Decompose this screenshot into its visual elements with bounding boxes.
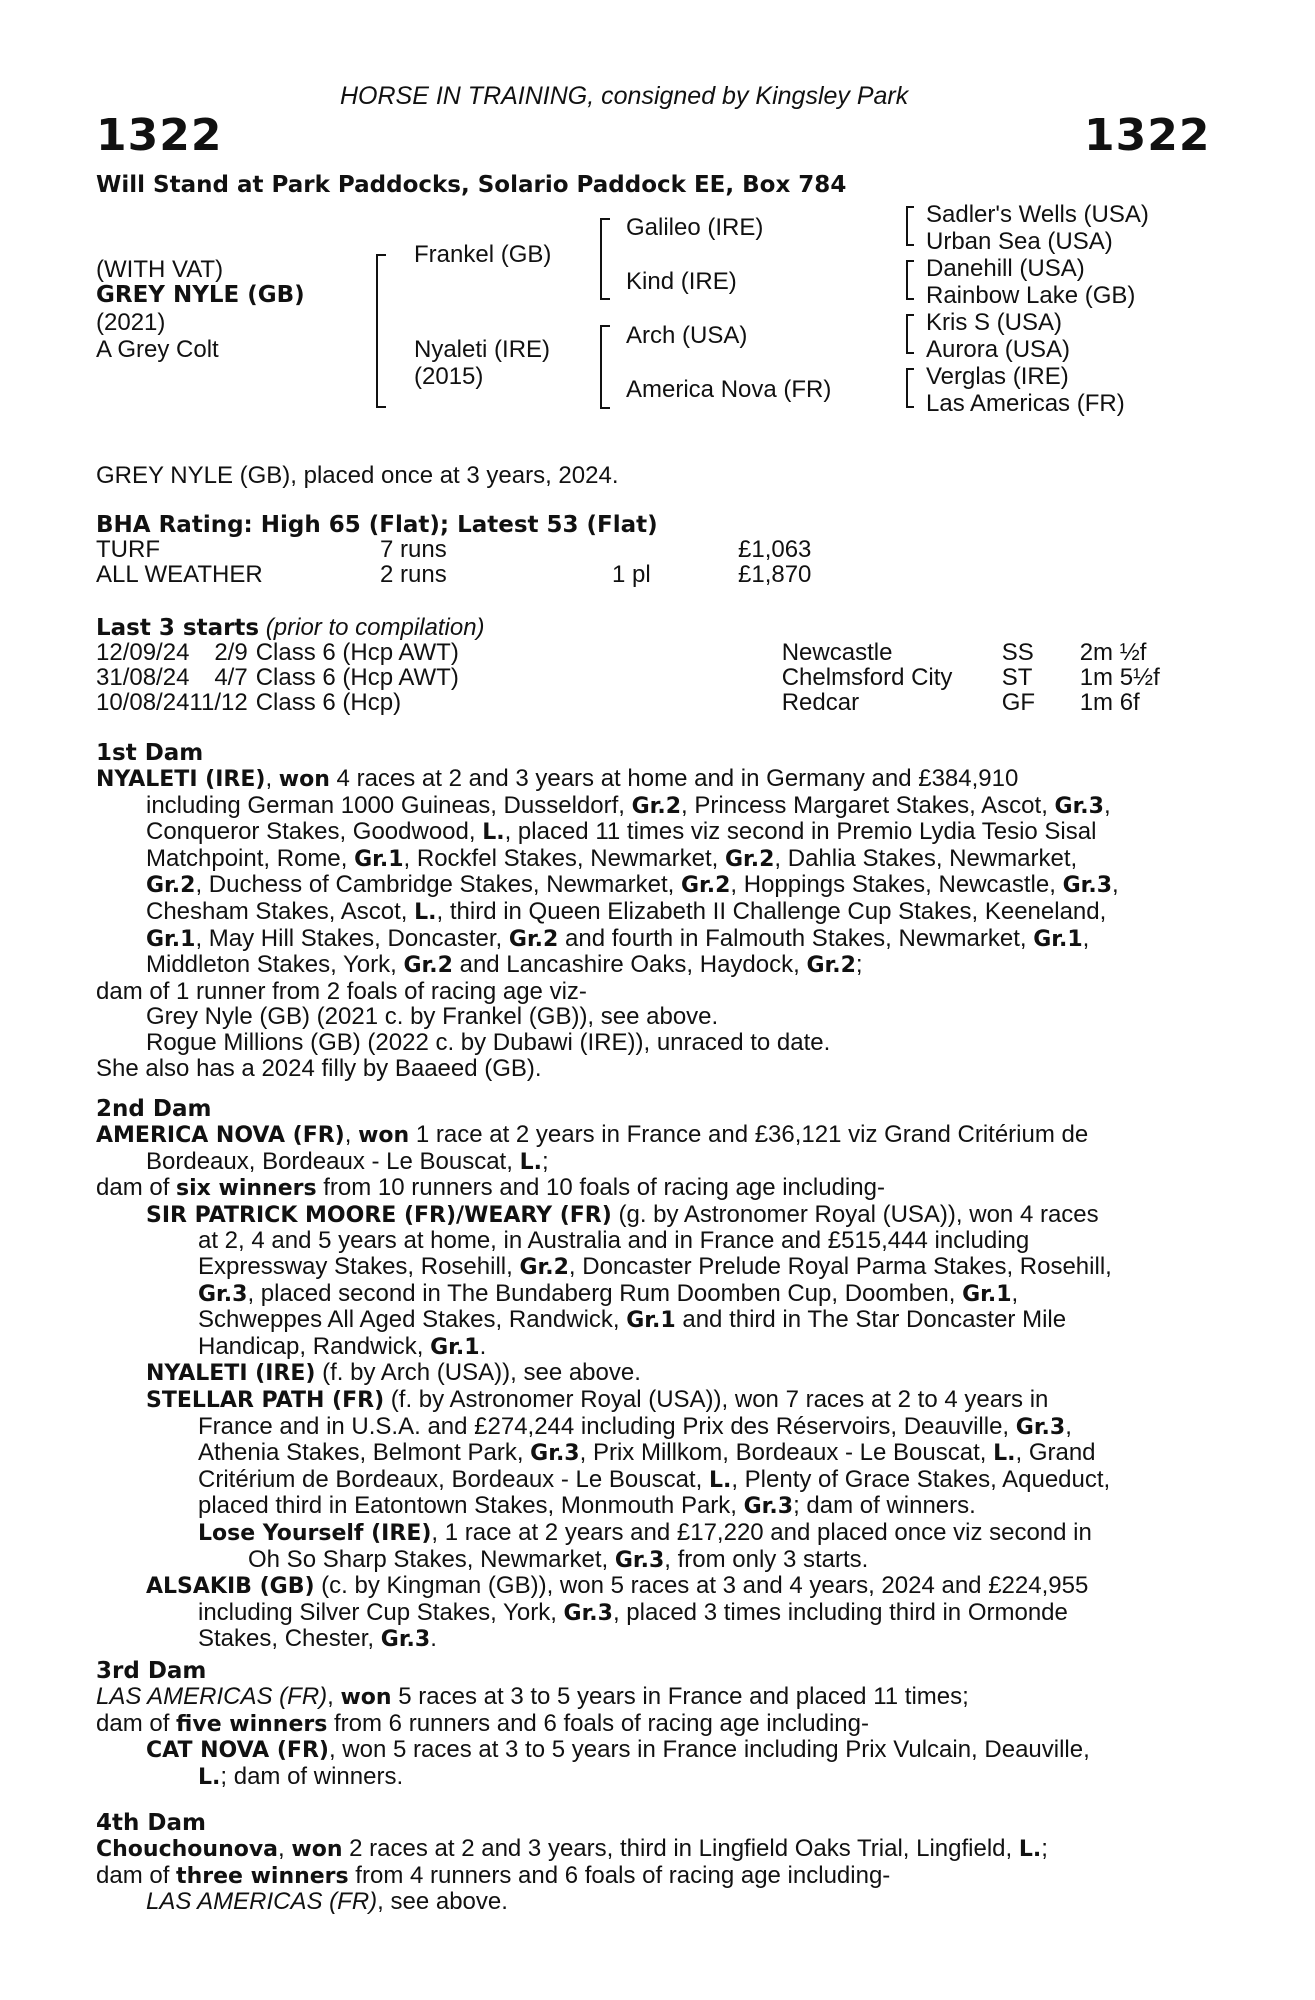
dam-name: LAS AMERICAS (FR) [96, 1683, 328, 1710]
grade: Gr.2 [519, 1254, 569, 1280]
earnings: £1,870 [738, 561, 812, 588]
text: and fourth in Falmouth Stakes, Newmarket, [558, 924, 1034, 952]
sire-sire: Galileo (IRE) [626, 214, 764, 241]
dam-year: (2015) [414, 363, 484, 390]
lot-number-left: 1322 [96, 110, 223, 161]
progeny-name: LAS AMERICAS (FR) [146, 1888, 378, 1916]
sire-dam: Kind (IRE) [626, 268, 737, 295]
position: 11/12 [189, 689, 248, 716]
grade: Gr.2 [146, 873, 196, 899]
sire-dam-sire: Danehill (USA) [926, 255, 1085, 282]
dam-name: AMERICA NOVA (FR) [96, 1123, 345, 1148]
third-dam-heading: 3rd Dam [96, 1658, 207, 1684]
text: , from only 3 starts. [664, 1545, 869, 1573]
horse-year: (2021) [96, 309, 166, 336]
text: She also has a 2024 filly by Baaeed (GB). [96, 1054, 542, 1082]
text: Matchpoint, Rome, [146, 844, 355, 872]
text: at 2, 4 and 5 years at home, in Australia and in France and £515,444 including [198, 1227, 1030, 1255]
fourth-dam-heading: 4th Dam [96, 1810, 206, 1836]
table-row [96, 665, 1160, 690]
second-dam-heading: 2nd Dam [96, 1096, 212, 1122]
text: , 1 race at 2 years and £17,220 and placed once viz second in [431, 1518, 1092, 1546]
table-row [96, 690, 1160, 715]
grade: L. [708, 1467, 732, 1493]
progeny-name: STELLAR PATH (FR) [146, 1387, 385, 1413]
runs: 2 runs [380, 561, 447, 588]
won-label: won [278, 767, 330, 792]
text: dam of 1 runner from 2 foals of racing age viz- [96, 977, 587, 1005]
grade: Gr.3 [614, 1547, 665, 1573]
distance: 1m 6f [1079, 689, 1140, 716]
last-starts-title: Last 3 starts [96, 615, 260, 641]
text: 2 races at 2 and 3 years, third in Lingfield Oaks Trial, Lingfield, [342, 1835, 1019, 1862]
grade: Gr.2 [680, 873, 731, 899]
text: , Plenty of Grace Stakes, Aqueduct, [731, 1465, 1111, 1493]
pedigree-brace-main [376, 254, 386, 408]
text: from 6 runners and 6 foals of racing age including- [327, 1709, 869, 1737]
last-starts-note: (prior to compilation) [265, 614, 485, 641]
text: , placed 3 times including third in Ormonde [612, 1598, 1068, 1626]
course: Chelmsford City [781, 664, 953, 691]
grade: Gr.2 [403, 953, 453, 979]
sire-sire-sire: Sadler's Wells (USA) [926, 201, 1149, 228]
text: (f. by Astronomer Royal (USA)), won 7 races at 2 to 4 years in [384, 1385, 1049, 1413]
distance: 2m ½f [1079, 639, 1147, 666]
sire-sire-dam: Urban Sea (USA) [926, 228, 1113, 255]
grade: Gr.3 [1062, 873, 1112, 899]
text: (g. by Astronomer Royal (USA)), won 4 races [611, 1200, 1099, 1228]
brace-g3 [906, 314, 914, 354]
dam-name: Chouchounova [96, 1837, 279, 1862]
table-row [96, 537, 811, 562]
text: Stakes, Chester, [198, 1625, 381, 1653]
grade: Gr.2 [508, 926, 559, 952]
second-dam-record: AMERICA NOVA (FR), won 1 race at 2 years in France and £36,121 viz Grand Critérium de Bordeaux, Bordeaux - Le Bouscat, L.; dam of six winners from 10 runners and 10 foals of racing age including- SIR PATRICK MOORE (FR)/WEARY (FR) (g. by Astronomer Royal (USA)), won 4 races at 2, 4 and 5 years at home, in Australia and in France and £515,444 including Expressway Stakes, Rosehill, Gr.2, Doncaster Prelude Royal Parma Stakes, Rosehill, Gr.3, placed second in The Bundaberg Rum Doomben Cup, Doomben, Gr.1, Schweppes All Aged Stakes, Randwick, Gr.1 and third in The Star Doncaster Mile Handicap, Randwick, Gr.1. NYALETI (IRE) (f. by Arch (USA)), see above. STELLAR PATH (FR) (f. by Astronomer Royal (USA)), won 7 races at 2 to 4 years in France and in U.S.A. and £274,244 including Prix des Réservoirs, Deauville, Gr.3, Athenia Stakes, Belmont Park, Gr.3, Prix Millkom, Bordeaux - Le Bouscat, L., Grand Critérium de Bordeaux, Bordeaux - Le Bouscat, L., Plenty of Grace Stakes, Aqueduct, placed third in Eatontown Stakes, Monmouth Park, Gr.3; dam of winners. Lose Yourself (IRE), 1 race at 2 years and £17,220 and placed once viz second in Oh So Sharp Stakes, Newmarket, Gr.3, from only 3 starts. ALSAKIB (GB) (c. by Kingman (GB)), won 5 races at 3 and 4 years, 2024 and £224,955 including Silver Cup Stakes, York, Gr.3, placed 3 times including third in Ormonde Stakes, Chester, Gr.3. [96, 1121, 1112, 1653]
vat-label: (WITH VAT) [96, 256, 224, 283]
grade: Gr.1 [1033, 926, 1083, 952]
winners-count: five winners [176, 1711, 328, 1737]
text: Bordeaux, Bordeaux - Le Bouscat, [146, 1147, 520, 1175]
text: Athenia Stakes, Belmont Park, [198, 1439, 531, 1467]
grade: Gr.3 [198, 1281, 248, 1307]
race-class: Class 6 (Hcp) [255, 689, 402, 716]
text: , Dahlia Stakes, Newmarket, [774, 844, 1078, 872]
runs: 7 runs [380, 536, 447, 563]
text: , placed 11 times viz second in Premio Lydia Tesio Sisal [504, 818, 1097, 846]
winners-count: six winners [176, 1176, 317, 1202]
text: 4 races at 2 and 3 years at home and in Germany and £384,910 [329, 765, 1019, 792]
text: 1 race at 2 years in France and £36,121 viz Grand Critérium de [409, 1121, 1089, 1148]
earnings: £1,063 [738, 536, 812, 563]
horse-description: A Grey Colt [96, 336, 219, 363]
text: dam of [96, 1174, 177, 1202]
dam-sire-sire: Kris S (USA) [926, 309, 1063, 336]
sire-dam-dam: Rainbow Lake (GB) [926, 282, 1136, 309]
dam-sire-dam: Aurora (USA) [926, 336, 1071, 363]
last-starts-heading [96, 616, 485, 640]
text: and third in The Star Doncaster Mile [675, 1306, 1067, 1334]
text: , placed second in The Bundaberg Rum Doomben Cup, Doomben, [247, 1279, 963, 1307]
distance: 1m 5½f [1079, 664, 1160, 691]
text: Conqueror Stakes, Goodwood, [146, 818, 483, 846]
grade: Gr.3 [743, 1494, 794, 1520]
grade: Gr.2 [724, 846, 775, 872]
text: and Lancashire Oaks, Haydock, [452, 951, 807, 979]
text: , see above. [377, 1888, 508, 1916]
third-dam-record: LAS AMERICAS (FR), won 5 races at 3 to 5 years in France and placed 11 times; dam of five winners from 6 runners and 6 foals of racing age including- CAT NOVA (FR), won 5 races at 3 to 5 years in France including Prix Vulcain, Deauville, L.; dam of winners. [96, 1683, 1090, 1790]
text: , third in Queen Elizabeth II Challenge Cup Stakes, Keeneland, [436, 897, 1107, 925]
brace-g1 [906, 206, 914, 246]
surface: ALL WEATHER [96, 561, 263, 588]
grade: L. [482, 820, 505, 846]
position: 2/9 [214, 639, 248, 666]
text: ; dam of winners. [793, 1492, 976, 1520]
text: ; dam of winners. [220, 1762, 404, 1790]
text: , won 5 races at 3 to 5 years in France including Prix Vulcain, Deauville, [328, 1736, 1090, 1764]
going: SS [1001, 639, 1034, 666]
text: (f. by Arch (USA)), see above. [315, 1359, 641, 1387]
surface: TURF [96, 536, 160, 563]
text: , Rockfel Stakes, Newmarket, [403, 844, 725, 872]
stabling-line: Will Stand at Park Paddocks, Solario Paddock EE, Box 784 [96, 172, 847, 198]
text: , Duchess of Cambridge Stakes, Newmarket, [195, 871, 681, 899]
grade: Gr.3 [563, 1600, 613, 1626]
race-class: Class 6 (Hcp AWT) [255, 664, 459, 691]
text: from 4 runners and 6 foals of racing age including- [348, 1861, 891, 1889]
fourth-dam-record: Chouchounova, won 2 races at 2 and 3 years, third in Lingfield Oaks Trial, Lingfield, L.; dam of three winners from 4 runners and 6 foals of racing age including- LAS AMERICAS (FR), see above. [96, 1835, 1048, 1916]
progeny-line: Rogue Millions (GB) (2022 c. by Dubawi (IRE)), unraced to date. [146, 1028, 831, 1056]
course: Redcar [781, 689, 860, 716]
winners-count: three winners [176, 1863, 349, 1889]
won-label: won [291, 1837, 343, 1862]
progeny-name: Lose Yourself (IRE) [198, 1520, 432, 1546]
grade: L. [1018, 1837, 1042, 1862]
table-row [96, 562, 811, 587]
grade: Gr.1 [146, 926, 196, 952]
placed: 1 pl [612, 561, 651, 588]
grade: L. [414, 899, 437, 925]
dam: Nyaleti (IRE) [414, 336, 551, 363]
grade: Gr.1 [962, 1281, 1012, 1307]
text: Critérium de Bordeaux, Bordeaux - Le Bouscat, [198, 1465, 709, 1493]
horse-name: GREY NYLE (GB) [96, 282, 305, 308]
won-label: won [358, 1123, 410, 1148]
text: , Princess Margaret Stakes, Ascot, [681, 791, 1055, 819]
grade: Gr.3 [530, 1441, 580, 1467]
sire: Frankel (GB) [414, 241, 552, 268]
dam-dam: America Nova (FR) [626, 376, 832, 403]
won-label: won [340, 1685, 392, 1710]
table-row [96, 640, 1160, 665]
grade: Gr.2 [806, 953, 856, 979]
grade: L. [519, 1149, 542, 1175]
summary-line: GREY NYLE (GB), placed once at 3 years, 2024. [96, 462, 619, 489]
dam-dam-dam: Las Americas (FR) [926, 390, 1125, 417]
text: , Hoppings Stakes, Newcastle, [730, 871, 1063, 899]
grade: L. [993, 1441, 1016, 1467]
text: including German 1000 Guineas, Dusseldorf, [146, 791, 632, 819]
going: ST [1001, 664, 1033, 691]
going: GF [1001, 689, 1036, 716]
pedigree-brace-dam [600, 325, 610, 409]
text: Handicap, Randwick, [198, 1332, 431, 1360]
text: dam of [96, 1861, 177, 1889]
lot-number-right: 1322 [1084, 110, 1211, 161]
last-starts-table [96, 640, 1160, 715]
text: including Silver Cup Stakes, York, [198, 1598, 564, 1626]
first-dam-heading: 1st Dam [96, 740, 204, 766]
text: , Prix Millkom, Bordeaux - Le Bouscat, [579, 1439, 994, 1467]
grade: Gr.3 [380, 1627, 431, 1653]
text: (c. by Kingman (GB)), won 5 races at 3 and 4 years, 2024 and £224,955 [314, 1572, 1089, 1600]
text: Middleton Stakes, York, [146, 951, 404, 979]
text: 5 races at 3 to 5 years in France and placed 11 times; [391, 1683, 969, 1710]
text: placed third in Eatontown Stakes, Monmouth Park, [198, 1492, 744, 1520]
pedigree-brace-sire [600, 218, 610, 300]
placed [612, 537, 738, 562]
race-class: Class 6 (Hcp AWT) [255, 639, 459, 666]
date: 12/09/24 [96, 639, 190, 666]
consignment-line: HORSE IN TRAINING, consigned by Kingsley Park [340, 82, 909, 110]
dam-name: NYALETI (IRE) [96, 767, 266, 792]
position: 4/7 [214, 664, 248, 691]
grade: Gr.1 [626, 1308, 676, 1334]
first-dam-record: NYALETI (IRE), won 4 races at 2 and 3 years at home and in Germany and £384,910 including German 1000 Guineas, Dusseldorf, Gr.2, Princess Margaret Stakes, Ascot, Gr.3, Conqueror Stakes, Goodwood, L., placed 11 times viz second in Premio Lydia Tesio Sisal Matchpoint, Rome, Gr.1, Rockfel Stakes, Newmarket, Gr.2, Dahlia Stakes, Newmarket, Gr.2, Duchess of Cambridge Stakes, Newmarket, Gr.2, Hoppings Stakes, Newcastle, Gr.3, Chesham Stakes, Ascot, L., third in Queen Elizabeth II Challenge Cup Stakes, Keeneland, Gr.1, May Hill Stakes, Doncaster, Gr.2 and fourth in Falmouth Stakes, Newmarket, Gr.1, Middleton Stakes, York, Gr.2 and Lancashire Oaks, Haydock, Gr.2; dam of 1 runner from 2 foals of racing age viz- Grey Nyle (GB) (2021 c. by Frankel (GB)), see above. Rogue Millions (GB) (2022 c. by Dubawi (IRE)), unraced to date. She also has a 2024 filly by Baaeed (GB). [96, 766, 1204, 1081]
dam-dam-sire: Verglas (IRE) [926, 363, 1069, 390]
brace-g4 [906, 368, 914, 408]
text: dam of [96, 1709, 177, 1737]
grade: Gr.1 [430, 1334, 480, 1360]
text: , Grand [1015, 1439, 1096, 1467]
text: Oh So Sharp Stakes, Newmarket, [248, 1545, 615, 1573]
brace-g2 [906, 260, 914, 300]
progeny-name: SIR PATRICK MOORE (FR)/WEARY (FR) [146, 1202, 612, 1228]
dam-sire: Arch (USA) [626, 322, 748, 349]
bha-rating-title: BHA Rating: High 65 (Flat); Latest 53 (Flat) [96, 512, 658, 538]
rating-table [96, 537, 811, 587]
text: , May Hill Stakes, Doncaster, [195, 924, 509, 952]
text: , Doncaster Prelude Royal Parma Stakes, Rosehill, [568, 1252, 1112, 1280]
grade: L. [198, 1764, 221, 1790]
course: Newcastle [781, 639, 893, 666]
text: from 10 runners and 10 foals of racing age including- [316, 1174, 885, 1202]
grade: Gr.3 [1054, 793, 1104, 819]
progeny-name: CAT NOVA (FR) [146, 1738, 329, 1764]
text: France and in U.S.A. and £274,244 including Prix des Réservoirs, Deauville, [198, 1412, 1016, 1440]
text: Schweppes All Aged Stakes, Randwick, [198, 1306, 627, 1334]
grade: Gr.3 [1015, 1414, 1066, 1440]
grade: Gr.2 [631, 793, 682, 819]
progeny-line: Grey Nyle (GB) (2021 c. by Frankel (GB)), see above. [146, 1003, 719, 1031]
date: 31/08/24 [96, 664, 190, 691]
grade: Gr.1 [354, 846, 404, 872]
date: 10/08/24 [96, 689, 190, 716]
progeny-name: NYALETI (IRE) [146, 1361, 316, 1387]
text: Chesham Stakes, Ascot, [146, 897, 415, 925]
progeny-name: ALSAKIB (GB) [146, 1574, 315, 1600]
text: Expressway Stakes, Rosehill, [198, 1252, 520, 1280]
